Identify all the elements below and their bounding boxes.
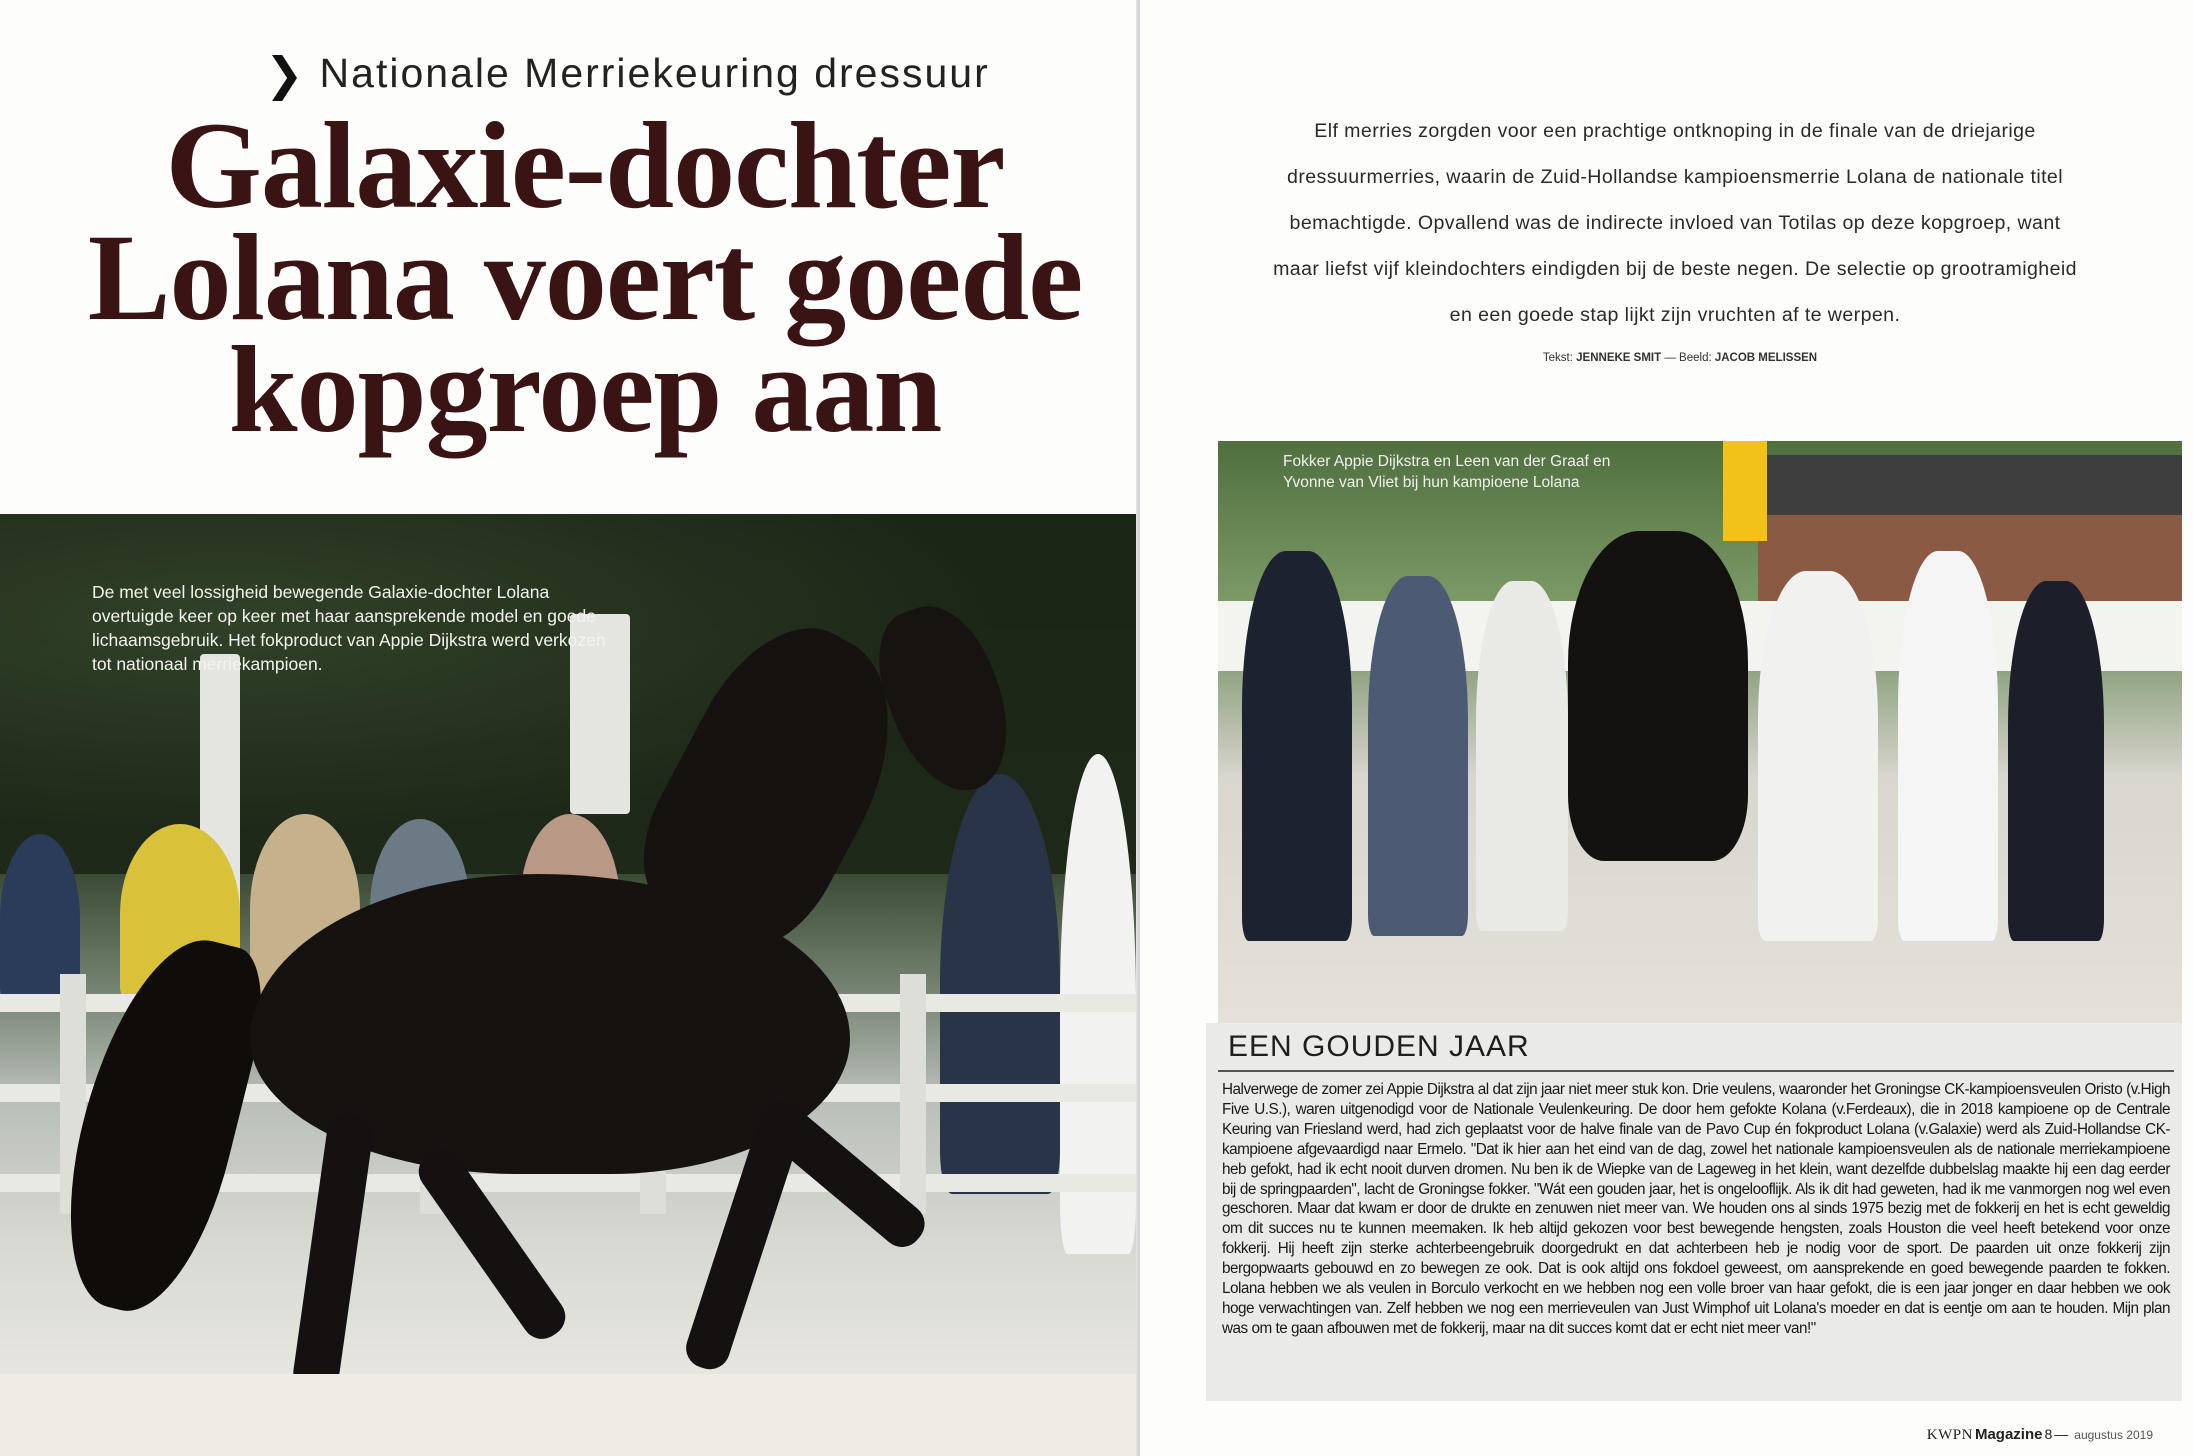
- folio-issue: 8: [2044, 1426, 2053, 1442]
- person: [1476, 581, 1568, 931]
- image-author: JACOB MELISSEN: [1714, 352, 1818, 364]
- headline-line-2: Lolana voert goede: [87, 209, 1083, 346]
- sponsor-banner: [1723, 441, 1767, 541]
- horse-photo-caption: De met veel lossigheid bewegende Galaxie-dochter Lolana overtuigde keer op keer met haar aansprekende model en goede lichaamsgebruik. Het fokproduct van Appie Dijkstra werd verkozen tot nationaal merriekampioen.: [92, 582, 606, 674]
- kicker-label: Nationale Merriekeuring dressuur: [319, 50, 990, 96]
- byline: Tekst: JENNEKE SMIT — Beeld: JACOB MELISSEN: [1542, 352, 1818, 364]
- folio-date: augustus 2019: [2074, 1428, 2153, 1442]
- person: [1242, 551, 1352, 941]
- article-intro: Elf merries zorgden voor een prachtige ontknoping in de finale van de driejarige dressuurmerries, waarin de Zuid-Hollandse kampioensmerrie Lolana de nationale titel bemachtigde. Opvallend was de indirecte invloed van Totilas op deze kopgroep, want maar liefst vijf kleindochters eindigden bij de beste negen. De selectie op grootramigheid en een goede stap lijkt zijn vruchten af te werpen.: [1273, 120, 2077, 326]
- person: [1758, 571, 1878, 941]
- arena-sand: [0, 1374, 1136, 1456]
- headline-line-1: Galaxie-dochter: [165, 97, 1005, 234]
- sidebar-title: EEN GOUDEN JAAR: [1228, 1030, 1530, 1063]
- horse-photo-figure: [1568, 531, 1748, 861]
- sidebar-body: Halverwege de zomer zei Appie Dijkstra al dat zijn jaar niet meer stuk kon. Drie veulens, waaronder het Groningse CK-kampioensveulen Oristo (v.High Five U.S.), waren uitgenodigd voor de Nationale Veulenkeuring. De door hem gefokte Kolana (v.Ferdeaux), die in 2018 kampioene op de Centrale Keuring van Friesland werd, had zich geplaatst voor de halve finale van de Pavo Cup én fokproduct Lolana (v.Galaxie) werd als Zuid-Hollandse CK-kampioene afgevaardigd naar Ermelo. "Dat ik hier aan het eind van de dag, zowel het nationale kampioensveulen als de nationale merriekampioene heb gefokt, had ik echt nooit durven dromen. Nu ben ik de Wiepke van de Lageweg in het klein, want dezelfde dubbelslag maakte hij een dag eerder bij de springpaarden", lacht de Groningse fokker. "Wát een gouden jaar, het is ongelooflijk. Als ik dit had geweten, had ik me vanmorgen nog wel even geschoren. Maar dat kwam er door de drukte en zenuwen niet meer van. We houden ons al sinds 1975 bezig met de fokkerij en het is echt geweldig om dit succes nu te kunnen meemaken. Ik heb altijd gekozen voor best bewegende hengsten, zoals Houston die veel heeft betekend voor onze fokkerij. Hij heeft zijn sterke achterbeengebruik doorgedrukt en dat achterbeen heb je nodig voor de sport. De paarden uit onze fokkerij zijn bergopwaarts gebouwd en zo bewegen ze ook. Dat is ook altijd ons fokdoel geweest, om aansprekende en goed bewegende paarden te fokken. Lolana hebben we als veulen in Borculo verkocht en we hebben nog een volle broer van haar gefokt, die is een jaar jonger en daar hebben we ook hoge verwachtingen van. Zelf hebben we nog een merrieveulen van Just Wimphof uit Lolana's moeder en dat is eentje om aan te houden. Mijn plan was om te gaan afbouwen met de fokkerij, maar na dit succes komt dat er echt niet meer van!": [1222, 1081, 2170, 1337]
- chevron-right-icon: ❯: [265, 46, 306, 101]
- folio-brand: KWPN: [1926, 1427, 1973, 1443]
- folio-magazine: Magazine: [1974, 1426, 2043, 1443]
- sidebar-divider: [1218, 1070, 2174, 1072]
- text-author: JENNEKE SMIT: [1576, 352, 1662, 364]
- group-photo-caption: Fokker Appie Dijkstra en Leen van der Graaf en Yvonne van Vliet bij hun kampioene Lolana: [1283, 453, 1611, 491]
- headline-line-3: kopgroep aan: [228, 321, 942, 458]
- page-folio: KWPN Magazine 8 — augustus 2019: [1926, 1426, 2153, 1443]
- group-photo: [1218, 441, 2182, 1023]
- person: [1898, 551, 1998, 941]
- person: [1368, 576, 1468, 936]
- section-kicker: [265, 46, 990, 101]
- article-headline: [80, 97, 1090, 458]
- person: [2008, 581, 2104, 941]
